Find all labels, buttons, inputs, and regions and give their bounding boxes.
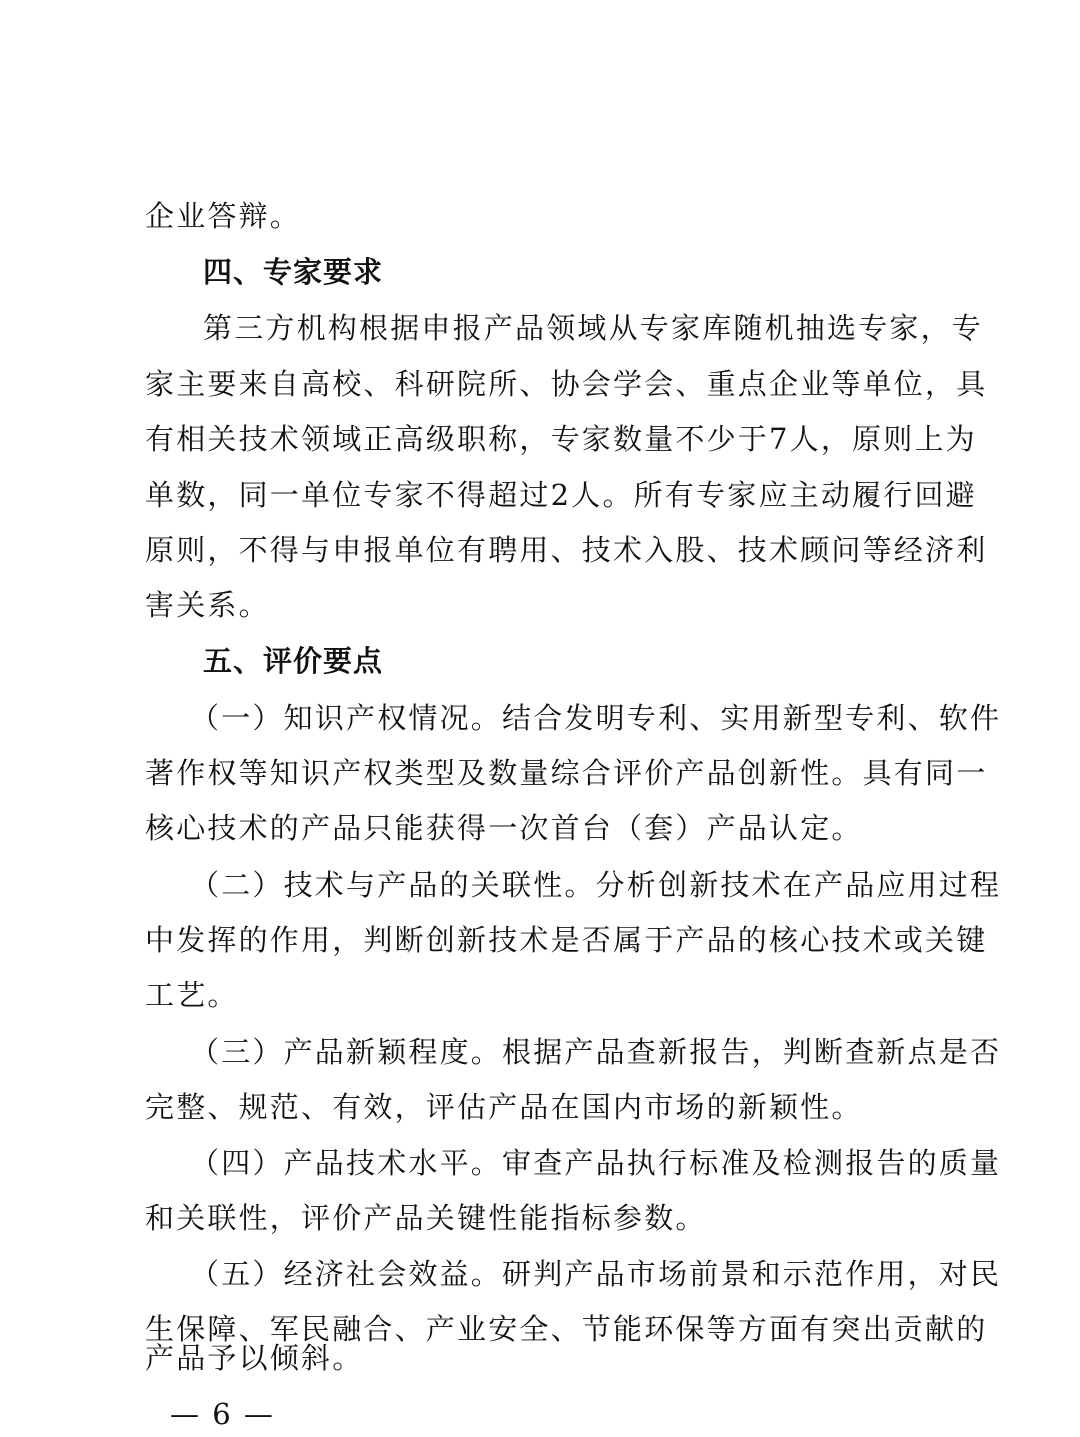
text-line: 完整、规范、有效，评估产品在国内市场的新颖性。 (145, 1090, 863, 1124)
text-line: 中发挥的作用，判断创新技术是否属于产品的核心技术或关键 (145, 923, 988, 957)
text-line: （四）产品技术水平。审查产品执行标准及检测报告的质量 (190, 1146, 1002, 1180)
text-line: 害关系。 (145, 588, 270, 622)
text-line: 工艺。 (145, 978, 239, 1012)
text-line: 原则，不得与申报单位有聘用、技术入股、技术顾问等经济利 (145, 533, 988, 567)
text-line: 核心技术的产品只能获得一次首台（套）产品认定。 (145, 811, 863, 845)
text-line: （五）经济社会效益。研判产品市场前景和示范作用，对民 (190, 1257, 1002, 1291)
text-line: （三）产品新颖程度。根据产品查新报告，判断查新点是否 (190, 1035, 1002, 1069)
text-line: （二）技术与产品的关联性。分析创新技术在产品应用过程 (190, 868, 1002, 902)
section-heading-expert-requirements: 四、专家要求 (203, 255, 384, 289)
text-line: 第三方机构根据申报产品领域从专家库随机抽选专家，专 (203, 311, 984, 345)
text-line: 产品予以倾斜。 (145, 1341, 364, 1375)
text-line: 有相关技术领域正高级职称，专家数量不少于7人，原则上为 (145, 422, 977, 456)
text-line: 企业答辩。 (145, 199, 302, 233)
text-line: 单数，同一单位专家不得超过2人。所有专家应主动履行回避 (145, 478, 977, 512)
text-line: 著作权等知识产权类型及数量综合评价产品创新性。具有同一 (145, 756, 988, 790)
page-number: — 6 — (170, 1397, 275, 1431)
text-line: 家主要来自高校、科研院所、协会学会、重点企业等单位，具 (145, 367, 988, 401)
section-heading-evaluation-points: 五、评价要点 (203, 644, 384, 678)
text-line: 生保障、军民融合、产业安全、节能环保等方面有突出贡献的 (145, 1312, 988, 1346)
text-line: 和关联性，评价产品关键性能指标参数。 (145, 1201, 707, 1235)
text-line: （一）知识产权情况。结合发明专利、实用新型专利、软件 (190, 701, 1002, 735)
